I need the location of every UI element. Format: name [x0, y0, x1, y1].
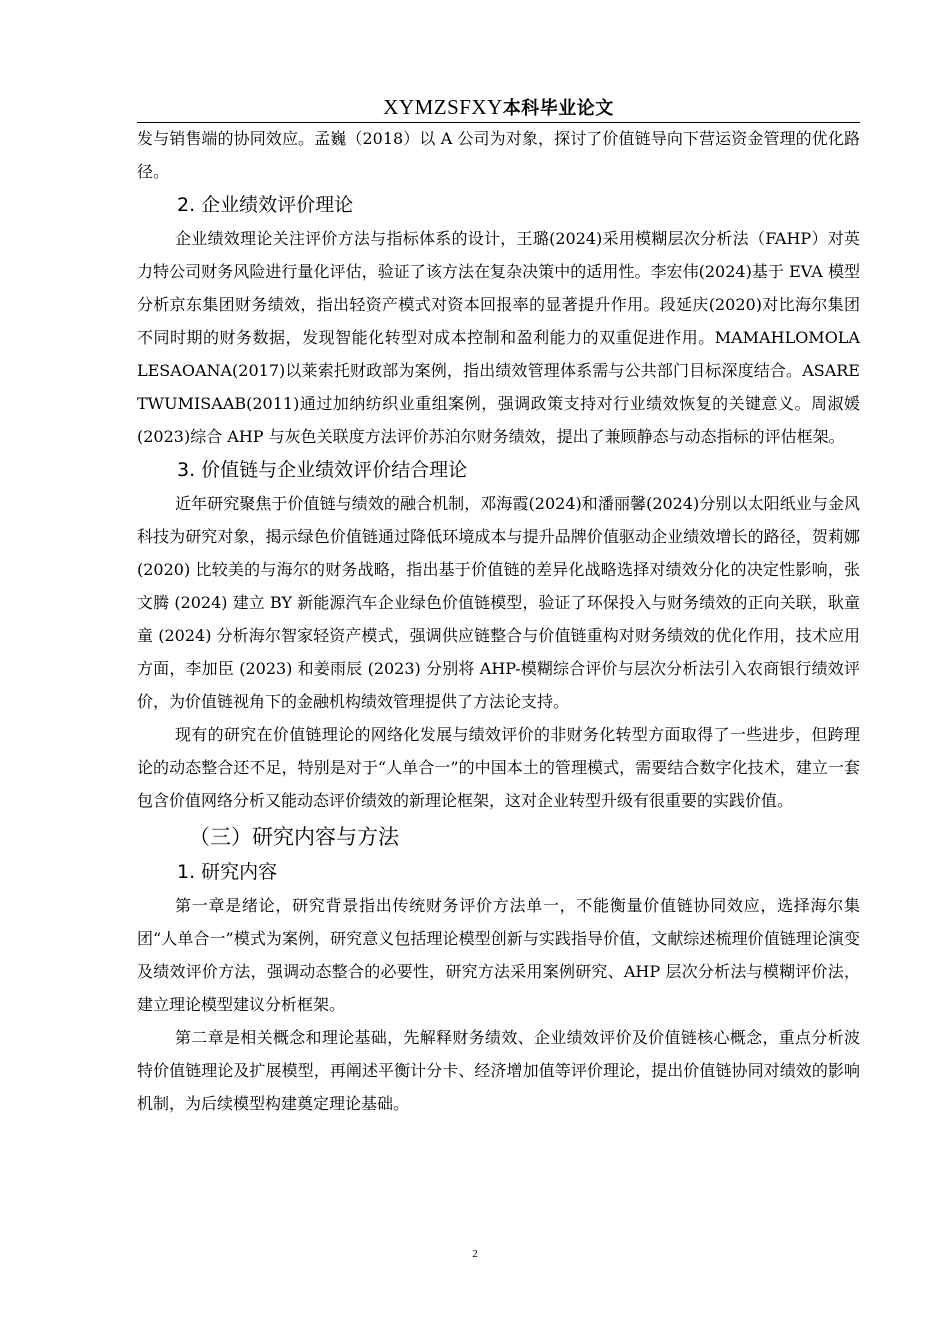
- header-text: [383, 94, 614, 120]
- heading-combined-theory: 3. 价值链与企业绩效评价结合理论: [177, 459, 468, 481]
- heading-research-content-methods: （三）研究内容与方法: [189, 825, 399, 849]
- paragraph-continuation: 发与销售端的协同效应。孟巍（2018）以 A 公司为对象，探讨了价值链导向下营运资金管理的优化路径。: [137, 129, 860, 181]
- paragraph-performance-theory: 企业绩效理论关注评价方法与指标体系的设计，王璐(2024)采用模糊层次分析法（FAHP）对英力特公司财务风险进行量化评估，验证了该方法在复杂决策中的适用性。李宏伟(2024)基于 EVA 模型分析京东集团财务绩效，指出轻资产模式对资本回报率的显著提升作用。段延庆(2020)对比海尔集团不同时期的财务数据，发现智能化转型对成本控制和盈利能力的双重促进作用。MAMAHLOMOLA LESAOANA(2017)以莱索托财政部为案例，指出绩效管理体系需与公共部门目标深度结合。ASARE TWUMISAAB(2011)通过加纳纺织业重组案例，强调政策支持对行业绩效恢复的关键意义。周淑媛(2023)综合 AHP 与灰色关联度方法评价苏泊尔财务绩效，提出了兼顾静态与动态指标的评估框架。: [137, 229, 860, 446]
- header-code: XYMZSFXY: [383, 95, 503, 119]
- document-body: [137, 122, 860, 1120]
- header-title: 本科毕业论文: [502, 98, 614, 119]
- paragraph-research-gap: 现有的研究在价值链理论的网络化发展与绩效评价的非财务化转型方面取得了一些进步，但跨理论的动态整合还不足，特别是对于“人单合一”的中国本土的管理模式，需要结合数字化技术，建立一套包含价值网络分析又能动态评价绩效的新理论框架，这对企业转型升级有很重要的实践价值。: [137, 725, 860, 810]
- page-header: [137, 92, 860, 123]
- paragraph-chapter-one: 第一章是绪论，研究背景指出传统财务评价方法单一，不能衡量价值链协同效应，选择海尔集团“人单合一”模式为案例，研究意义包括理论模型创新与实践指导价值，文献综述梳理价值链理论演变及绩效评价方法，强调动态整合的必要性，研究方法采用案例研究、AHP 层次分析法与模糊评价法，建立理论模型建议分析框架。: [137, 896, 860, 1014]
- heading-performance-evaluation-theory: 2. 企业绩效评价理论: [177, 194, 354, 216]
- heading-research-content: 1. 研究内容: [177, 861, 278, 883]
- page-number: 2: [472, 1248, 478, 1260]
- paragraph-chapter-two: 第二章是相关概念和理论基础，先解释财务绩效、企业绩效评价及价值链核心概念，重点分析波特价值链理论及扩展模型，再阐述平衡计分卡、经济增加值等评价理论，提出价值链协同对绩效的影响机制，为后续模型构建奠定理论基础。: [137, 1028, 860, 1113]
- paragraph-combined-theory: 近年研究聚焦于价值链与绩效的融合机制，邓海霞(2024)和潘丽馨(2024)分别以太阳纸业与金风科技为研究对象，揭示绿色价值链通过降低环境成本与提升品牌价值驱动企业绩效增长的路径，贺莉娜 (2020) 比较美的与海尔的财务战略，指出基于价值链的差异化战略选择对绩效分化的决定性影响，张文腾 (2024) 建立 BY 新能源汽车企业绿色价值链模型，验证了环保投入与财务绩效的正向关联，耿童童 (2024) 分析海尔智家轻资产模式，强调供应链整合与价值链重构对财务绩效的优化作用，技术应用方面，李加臣 (2023) 和姜雨辰 (2023) 分别将 AHP-模糊综合评价与层次分析法引入农商银行绩效评价，为价值链视角下的金融机构绩效管理提供了方法论支持。: [137, 494, 860, 711]
